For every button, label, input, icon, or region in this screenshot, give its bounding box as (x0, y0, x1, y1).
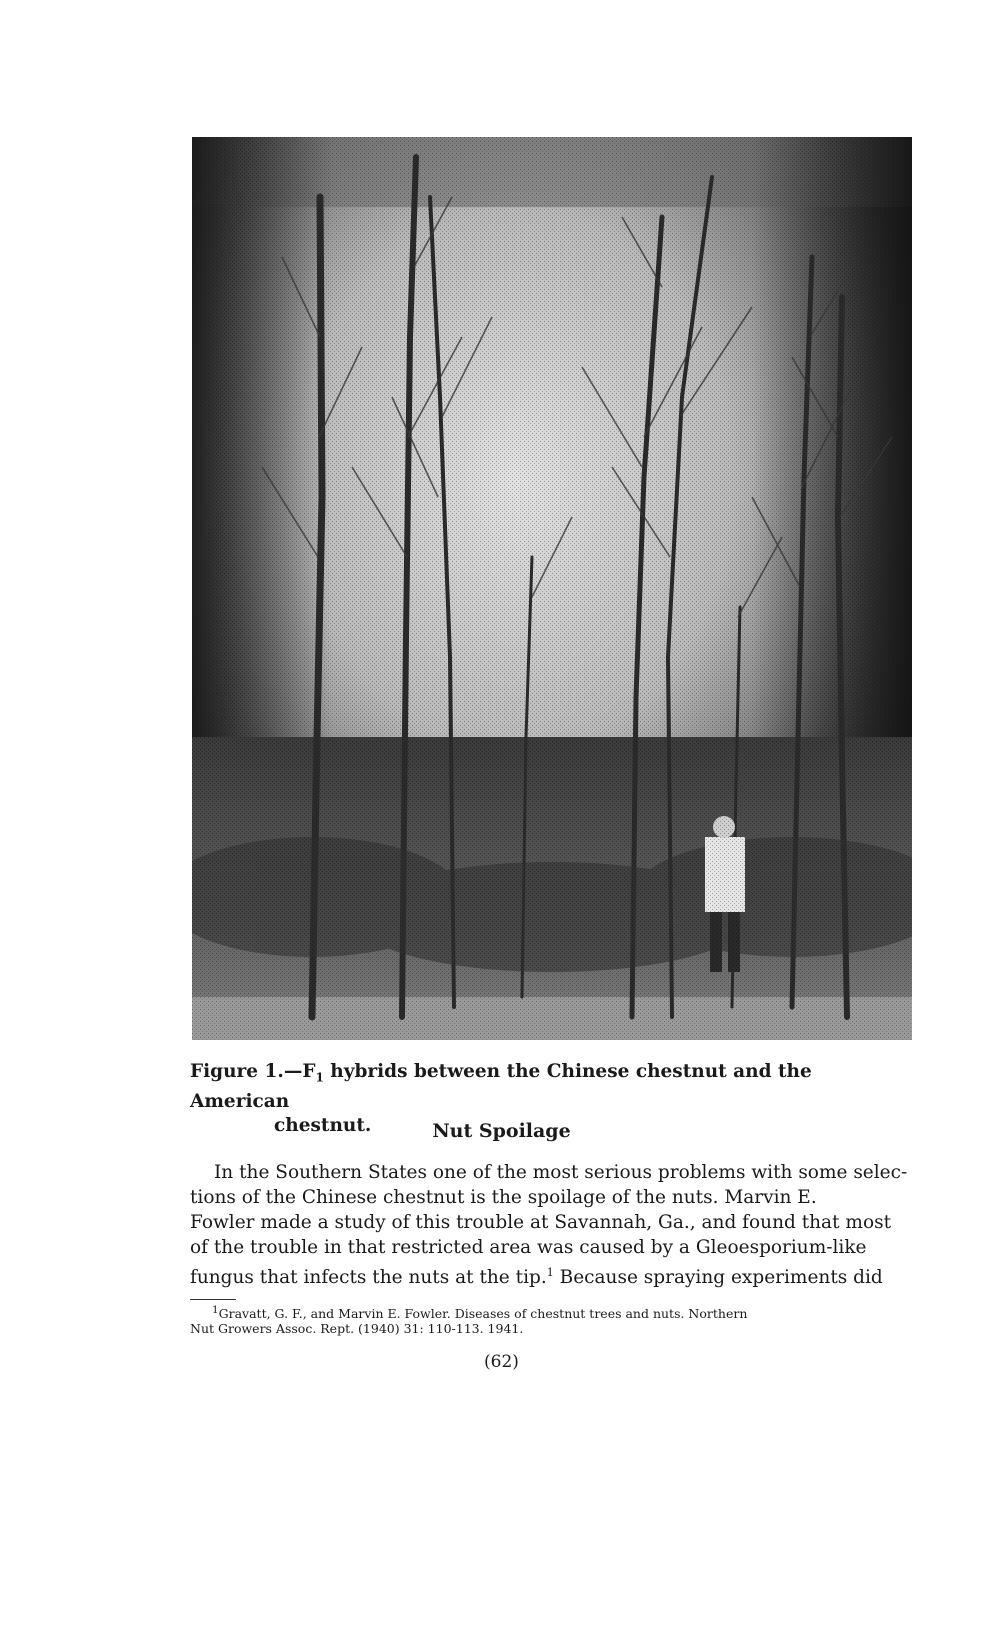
caption-text: Figure $1.—F_1$ hybrids between the Chinese chestnut and the American (190, 1061, 812, 1112)
forest-photo-image (192, 137, 912, 1040)
footnote (190, 1303, 914, 1336)
paragraph-line: In the Southern States one of the most serious problems with some selec- (214, 1162, 908, 1183)
section-heading: Nut Spoilage (432, 1120, 571, 1142)
footnote-reference: 1 (546, 1266, 554, 1279)
body-paragraph (190, 1160, 914, 1290)
footnote-line-1: Gravatt, G. F., and Marvin E. Fowler. Diseases of chestnut trees and nuts. Northern (218, 1306, 748, 1322)
footnote-divider (190, 1299, 236, 1300)
paragraph-line: of the trouble in that restricted area was caused by a Gleoesporium-like (190, 1237, 867, 1258)
footnote-line-2: Nut Growers Assoc. Rept. (1940) 31: 110-113. 1941. (190, 1321, 524, 1337)
paragraph-line: Fowler made a study of this trouble at Savannah, Ga., and found that most (190, 1212, 892, 1233)
footnote-marker: 1 (212, 1304, 219, 1316)
page-number: (62) (484, 1352, 519, 1372)
paragraph-line: tions of the Chinese chestnut is the spoilage of the nuts. Marvin E. (190, 1187, 817, 1208)
figure-photograph (192, 137, 912, 1040)
caption-line-2: chestnut. (274, 1114, 372, 1136)
paragraph-line-last: fungus that infects the nuts at the tip.$^1$ Because spraying experiments did (190, 1266, 883, 1289)
